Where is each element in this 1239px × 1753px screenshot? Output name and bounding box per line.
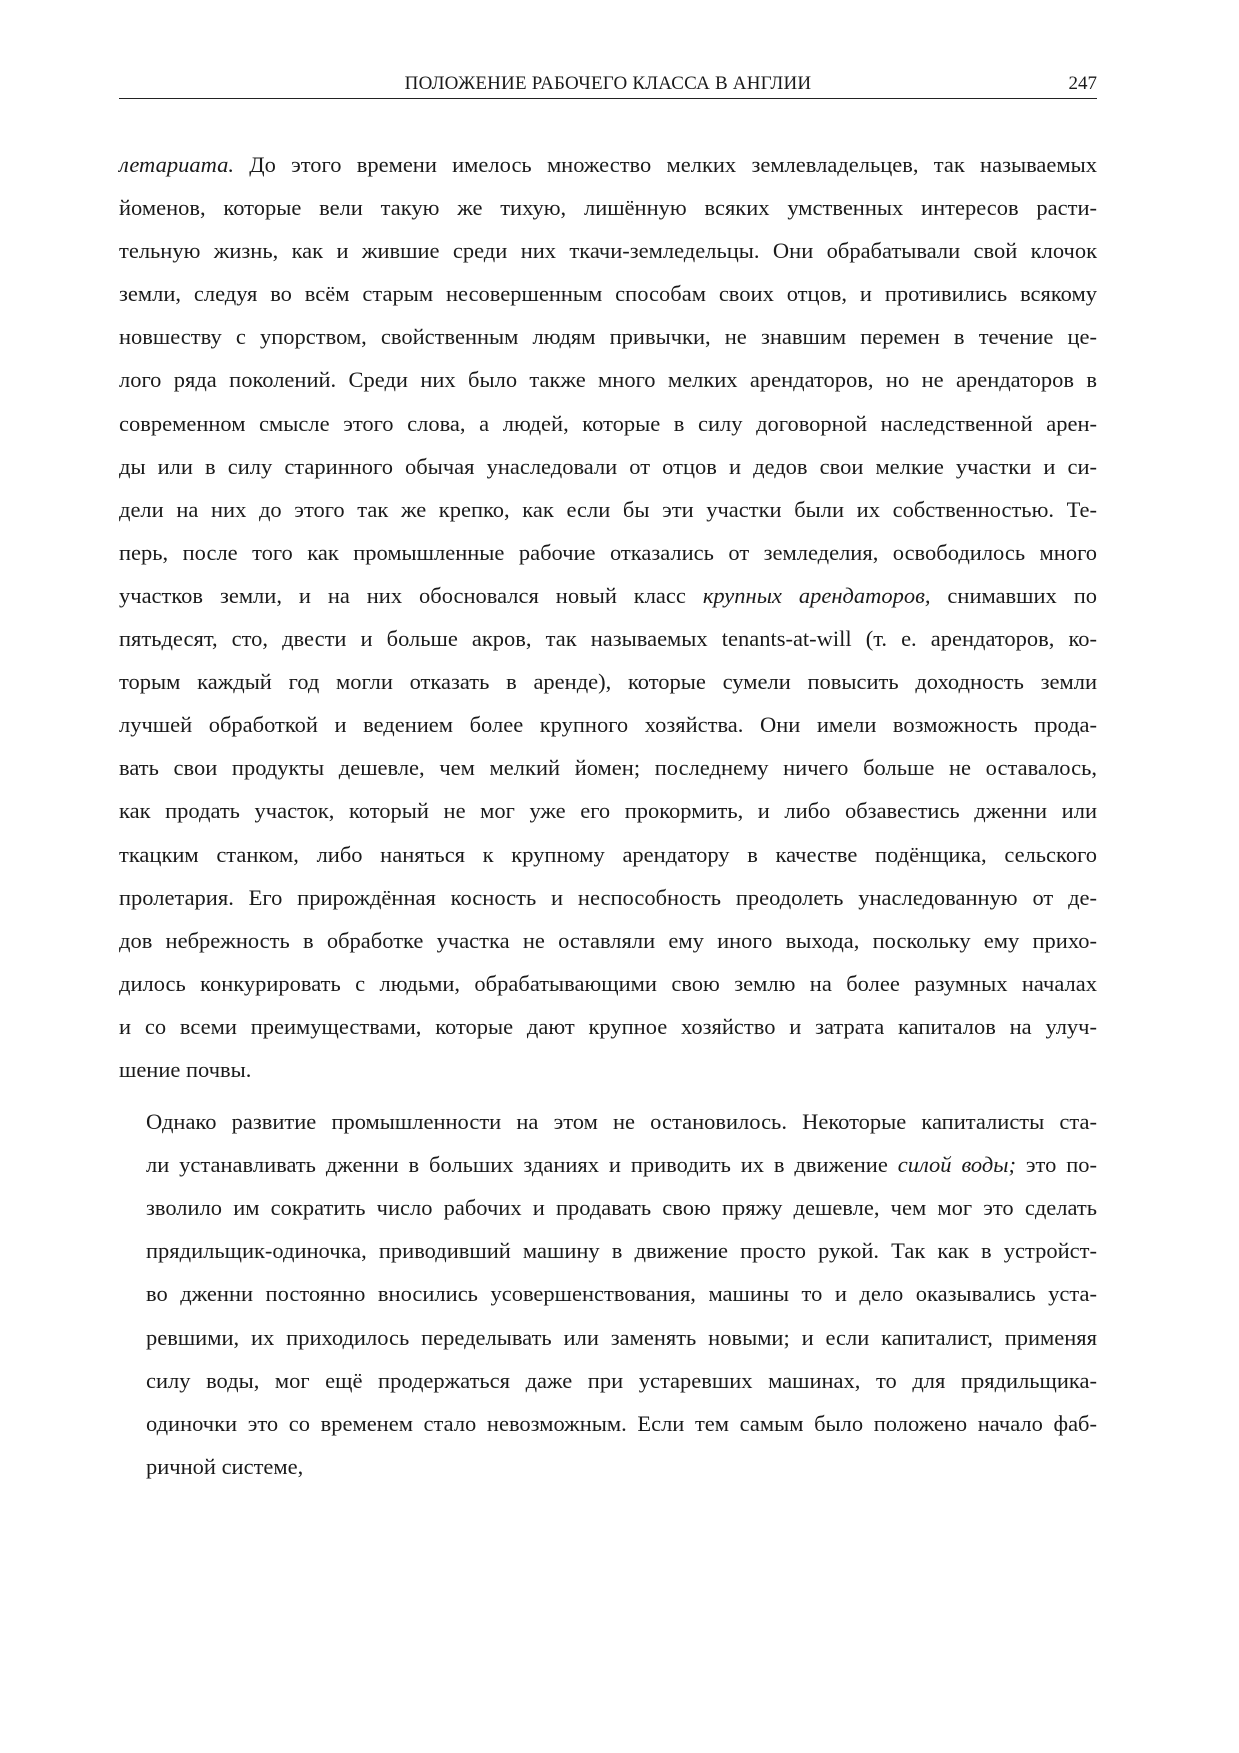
page-number: 247 (1068, 73, 1097, 94)
text-run: прядильщик-одиночка, приводивший машину в движение просто рукой. Так как в устройст- (146, 1238, 1097, 1264)
text-run: снимавших по (930, 582, 1097, 608)
text-run: новшеству с упорством, свойственным людям привычки, не знавшим перемен в течение це- (119, 324, 1097, 350)
text-run: пятьдесят, сто, двести и больше акров, так называемых tenants-at-will (т. е. арендаторов, ко- (119, 626, 1097, 652)
text-run: и со всеми преимуществами, которые дают крупное хозяйство и затрата капиталов на улуч- (119, 1013, 1097, 1039)
text-run: тельную жизнь, как и жившие среди них ткачи-земледельцы. Они обрабатывали свой клочок (119, 238, 1097, 264)
text-line (119, 445, 1097, 488)
text-run: это по- (1015, 1152, 1097, 1178)
text-run: Однако развитие промышленности на этом не остановилось. Некоторые капиталисты ста- (146, 1109, 1097, 1135)
text-run: ды или в силу старинного обычая унаследовали от отцов и дедов свои мелкие участки и си- (119, 453, 1097, 479)
text-run: йоменов, которые вели такую же тихую, лишённую всяких умственных интересов расти- (119, 195, 1097, 221)
text-line (119, 186, 1097, 229)
text-line (119, 358, 1097, 401)
text-line (119, 315, 1097, 358)
text-run: одиночки это со временем стало невозможным. Если тем самым было положено начало фаб- (146, 1410, 1097, 1436)
text-line (119, 789, 1097, 832)
text-run: дели на них до этого так же крепко, как если бы эти участки были их собственностью. Те- (119, 496, 1097, 522)
text-line (119, 1402, 1097, 1445)
text-line (119, 488, 1097, 531)
text-line (119, 1143, 1097, 1186)
text-line (119, 574, 1097, 617)
text-line (119, 1445, 1097, 1488)
text-run: ричной системе, (146, 1453, 304, 1479)
text-line (119, 876, 1097, 919)
text-run: современном смысле этого слова, а людей, которые в силу договорной наследственной арен- (119, 410, 1097, 436)
text-line (119, 660, 1097, 703)
text-line (119, 531, 1097, 574)
text-line (119, 229, 1097, 272)
text-run: До этого времени имелось множество мелких землевладельцев, так называемых (233, 152, 1097, 177)
italic-text: силой воды; (897, 1152, 1016, 1178)
text-line (119, 1005, 1097, 1048)
body-text (119, 143, 1097, 1488)
text-run: торым каждый год могли отказать в аренде), которые сумели повысить доходность земли (119, 669, 1097, 695)
text-run: силу воды, мог ещё продержаться даже при устаревших машинах, то для прядильщика- (146, 1367, 1097, 1393)
text-run: ткацким станком, либо наняться к крупному арендатору в качестве подёнщика, сельского (119, 841, 1097, 867)
text-line (119, 746, 1097, 789)
text-run: ли устанавливать дженни в больших зданиях и приводить их в движение (146, 1152, 898, 1178)
text-line (119, 1316, 1097, 1359)
text-run: земли, следуя во всём старым несовершенным способам своих отцов, и противились всякому (119, 281, 1097, 307)
text-run: дилось конкурировать с людьми, обрабатывающими свою землю на более разумных началах (119, 970, 1097, 996)
text-run: участков земли, и на них обосновался новый класс (119, 582, 703, 608)
text-line (119, 617, 1097, 660)
text-run: зволило им сократить число рабочих и продавать свою пряжу дешевле, чем мог это сделать (146, 1195, 1097, 1221)
text-line (119, 1229, 1097, 1272)
text-line (119, 703, 1097, 746)
text-run: перь, после того как промышленные рабочие отказались от земледелия, освободилось много (119, 539, 1097, 565)
text-run: лучшей обработкой и ведением более крупного хозяйства. Они имели возможность прода- (119, 712, 1097, 738)
text-run: дов небрежность в обработке участка не оставляли ему иного выхода, поскольку ему прихо- (119, 927, 1097, 953)
running-header (119, 72, 1097, 99)
text-run: ревшими, их приходилось переделывать или заменять новыми; и если капиталист, применяя (146, 1324, 1097, 1350)
text-line (119, 1359, 1097, 1402)
text-line (119, 919, 1097, 962)
text-run: лого ряда поколений. Среди них было также много мелких арендаторов, но не арендаторов в (119, 367, 1097, 393)
italic-text: летариата. (119, 152, 234, 177)
text-run: шение почвы. (119, 1056, 252, 1082)
text-line (119, 402, 1097, 445)
running-title: ПОЛОЖЕНИЕ РАБОЧЕГО КЛАССА В АНГЛИИ (404, 73, 812, 94)
paragraph (119, 143, 1097, 1091)
text-run: во дженни постоянно вносились усовершенствования, машины то и дело оказывались уста- (146, 1281, 1097, 1307)
italic-text: крупных арендаторов, (702, 582, 931, 608)
text-line (119, 1048, 1097, 1091)
text-line (119, 1100, 1097, 1143)
text-line (119, 272, 1097, 315)
text-run: пролетария. Его прирождённая косность и неспособность преодолеть унаследованную от де- (119, 884, 1097, 910)
text-line (119, 833, 1097, 876)
text-run: вать свои продукты дешевле, чем мелкий йомен; последнему ничего больше не оставалось, (119, 755, 1097, 781)
text-line (119, 1186, 1097, 1229)
text-line (119, 143, 1097, 186)
text-line (119, 962, 1097, 1005)
text-line (119, 1272, 1097, 1315)
text-run: как продать участок, который не мог уже его прокормить, и либо обзавестись дженни или (119, 798, 1097, 824)
paragraph (119, 1100, 1097, 1488)
